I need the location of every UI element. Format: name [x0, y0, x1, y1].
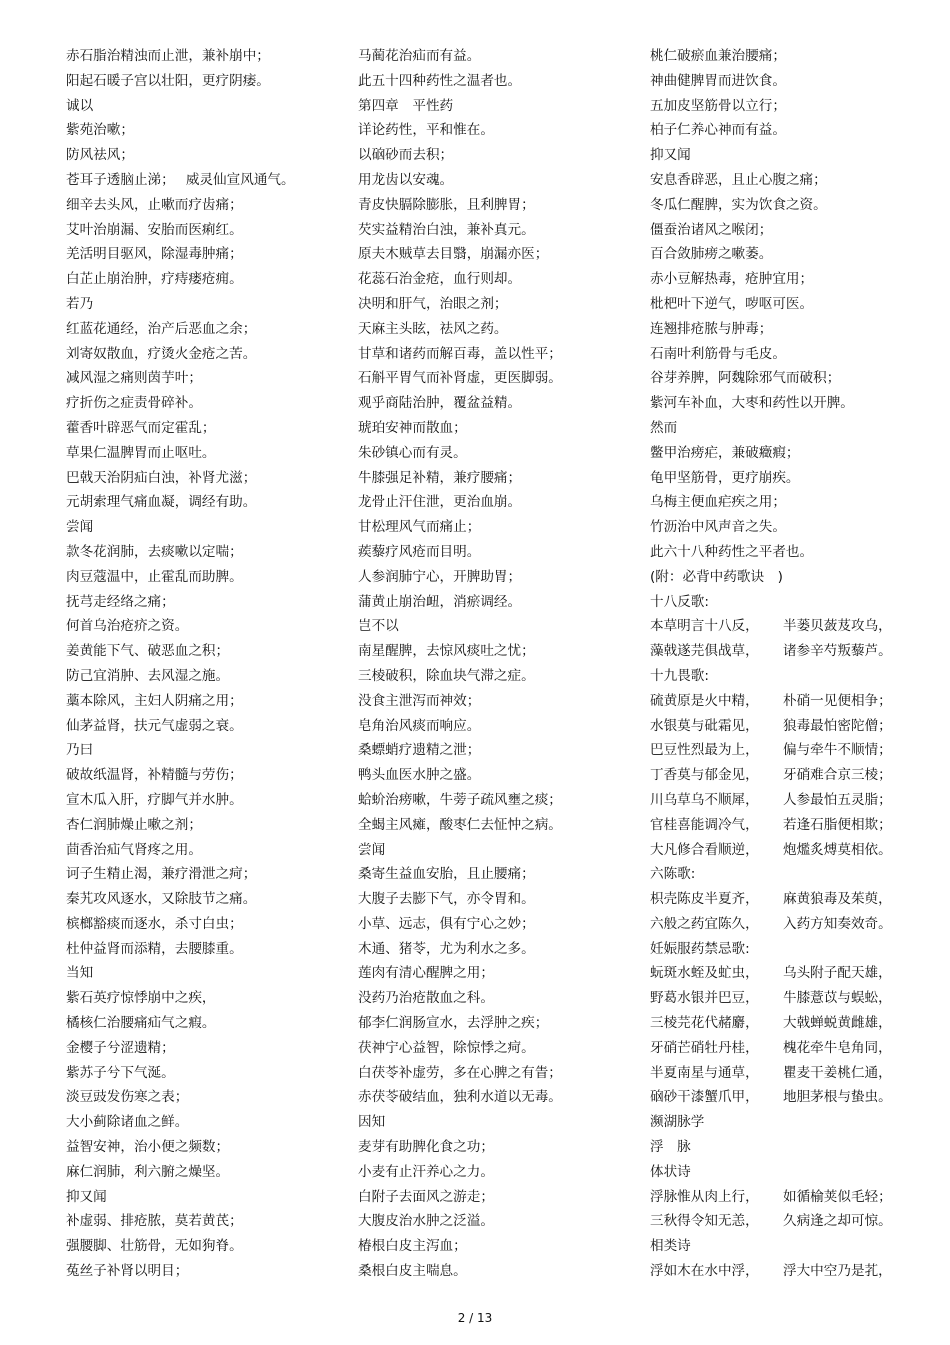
text-line: 濒湖脉学: [650, 1114, 705, 1131]
text-line: 刘寄奴散血，疗烫火金疮之苦。: [66, 345, 257, 362]
text-line: 没药乃治疮散血之科。: [358, 990, 494, 1007]
text-line: [650, 1011, 940, 1036]
verse-second-half: 朴硝一见便相争；: [783, 692, 892, 709]
verse-second-half: 狼毒最怕密陀僧；: [783, 717, 892, 734]
text-line: 细辛去头风，止嗽而疗齿痛；: [66, 196, 243, 213]
text-line: [650, 1209, 940, 1234]
text-line: 鳖甲治痨疟，兼破癥瘕；: [650, 444, 800, 461]
text-line: 莲肉有清心醒脾之用；: [358, 965, 494, 982]
text-line: 藁本除风，主妇人阴痛之用；: [66, 692, 243, 709]
verse-first-half: 野葛水银并巴豆，: [650, 990, 759, 1007]
text-line: 元胡索理气痛血凝，调经有助。: [66, 494, 257, 511]
text-line: 赤茯苓破结血，独利水道以无毒。: [358, 1089, 562, 1106]
text-line: 尝闻: [358, 841, 386, 858]
verse-second-half: 瞿麦干姜桃仁通，: [783, 1064, 892, 1081]
verse-first-half: 浮如木在水中浮，: [650, 1263, 759, 1280]
text-line: 马蔺花治疝而有益。: [358, 48, 481, 64]
text-line: 羌活明目驱风，除湿毒肿痛；: [66, 246, 243, 263]
text-line: 草果仁温脾胃而止呕吐。: [66, 444, 216, 461]
page-number: 2 / 13: [457, 1311, 493, 1325]
text-line: 芡实益精治白浊，兼补真元。: [358, 221, 535, 238]
verse-second-half: 地胆茅根与蛰虫。: [783, 1089, 892, 1106]
text-line: [650, 912, 940, 937]
text-line: [650, 961, 940, 986]
text-line: 大腹皮治水肿之泛溢。: [358, 1213, 494, 1230]
text-line: 茴香治疝气肾疼之用。: [66, 841, 202, 858]
text-line: [650, 714, 940, 739]
text-line: 橘核仁治腰痛疝气之瘕。: [66, 1015, 216, 1032]
text-line: 紫石英疗惊悸崩中之疾，: [66, 990, 216, 1007]
text-line: 诚以: [66, 97, 94, 114]
text-line: 人参润肺宁心，开脾助胃；: [358, 568, 522, 585]
text-line: 冬瓜仁醒脾，实为饮食之资。: [650, 196, 827, 213]
verse-first-half: 三秋得令知无恙，: [650, 1213, 759, 1230]
text-line: 桃仁破瘀血兼治腰痛；: [650, 48, 786, 64]
text-line: 小草、远志，俱有宁心之妙；: [358, 915, 535, 932]
text-line: 桑寄生益血安胎，且止腰痛；: [358, 866, 535, 883]
text-line: 乌梅主便血疟疾之用；: [650, 494, 786, 511]
verse-second-half: 如循榆荚似毛轻；: [783, 1188, 892, 1205]
text-line: 紫苑治嗽；: [66, 122, 134, 139]
text-line: 蒺藜疗风疮而目明。: [358, 543, 481, 560]
text-line: [650, 1259, 940, 1284]
text-line: 柏子仁养心神而有益。: [650, 122, 786, 139]
text-column-2: [358, 44, 638, 1284]
verse-second-half: 槐花牵牛皂角同，: [783, 1039, 892, 1056]
text-line: 甘草和诸药而解百毒，盖以性平；: [358, 345, 562, 362]
text-line: 六陈歌:: [650, 866, 696, 883]
verse-first-half: 藻戟遂芫俱战草，: [650, 643, 759, 660]
text-line: 减风湿之痛则茵芋叶；: [66, 370, 202, 387]
verse-first-half: 牙硝芒硝牡丹桂，: [650, 1039, 759, 1056]
verse-first-half: 川乌草乌不顺犀，: [650, 791, 759, 808]
text-line: 花蕊石治金疮，血行则却。: [358, 271, 522, 288]
text-line: 仙茅益肾，扶元气虚弱之衰。: [66, 717, 243, 734]
text-line: 何首乌治疮疥之资。: [66, 618, 189, 635]
text-line: 十九畏歌:: [650, 667, 709, 684]
text-line: [650, 1061, 940, 1086]
verse-first-half: 丁香莫与郁金见，: [650, 767, 759, 784]
text-line: 杏仁润肺燥止嗽之剂；: [66, 816, 202, 833]
text-line: 茯神宁心益智，除惊悸之疴。: [358, 1039, 535, 1056]
text-line: [650, 738, 940, 763]
text-line: 妊娠服药禁忌歌:: [650, 940, 750, 957]
text-line: 椿根白皮主泻血；: [358, 1238, 467, 1255]
text-line: 僵蚕治诸风之喉闭；: [650, 221, 773, 238]
text-line: 赤石脂治精浊而止泄，兼补崩中；: [66, 48, 270, 64]
text-line: 益智安神，治小便之频数；: [66, 1139, 230, 1156]
text-line: 抑又闻: [650, 147, 691, 164]
text-line: 白茯苓补虚劳，多在心脾之有眚；: [358, 1064, 562, 1081]
verse-second-half: 牙硝难合京三棱；: [783, 767, 892, 784]
text-line: [650, 838, 940, 863]
text-line: [650, 986, 940, 1011]
text-line: 款冬花润肺，去痰嗽以定喘；: [66, 543, 243, 560]
verse-second-half: 人参最怕五灵脂；: [783, 791, 892, 808]
text-line: 竹沥治中风声音之失。: [650, 519, 786, 536]
text-line: 石斛平胃气而补肾虚，更医脚弱。: [358, 370, 562, 387]
text-line: 菟丝子补肾以明目；: [66, 1263, 189, 1280]
text-line: 然而: [650, 419, 678, 436]
verse-second-half: 乌头附子配天雄，: [783, 965, 892, 982]
text-line: 朱砂镇心而有灵。: [358, 444, 467, 461]
text-line: 白芷止崩治肿，疗痔瘘疮痈。: [66, 271, 243, 288]
text-line: 连翘排疮脓与肿毒；: [650, 320, 773, 337]
text-line: 抑又闻: [66, 1188, 107, 1205]
text-line: [650, 887, 940, 912]
text-line: 麻仁润肺，利六腑之燥坚。: [66, 1163, 230, 1180]
text-line: 小麦有止汗养心之力。: [358, 1163, 494, 1180]
text-line: 防己宜消肿、去风湿之施。: [66, 667, 230, 684]
verse-first-half: 本草明言十八反，: [650, 618, 759, 635]
verse-first-half: 水银莫与砒霜见，: [650, 717, 759, 734]
text-line: 此五十四种药性之温者也。: [358, 72, 522, 89]
text-line: 详论药性，平和惟在。: [358, 122, 494, 139]
verse-second-half: 偏与牵牛不顺情；: [783, 742, 892, 759]
text-line: 因知: [358, 1114, 386, 1131]
verse-first-half: 硇砂干漆蟹爪甲，: [650, 1089, 759, 1106]
text-line: 原夫木贼草去目翳，崩漏亦医；: [358, 246, 549, 263]
text-line: [650, 689, 940, 714]
verse-first-half: 硫黄原是火中精，: [650, 692, 759, 709]
text-line: 南星醒脾，去惊风痰吐之忧；: [358, 643, 535, 660]
text-line: 龙骨止汗住泄，更治血崩。: [358, 494, 522, 511]
verse-first-half: 浮脉惟从肉上行，: [650, 1188, 759, 1205]
text-line: 强腰脚、壮筋骨，无如狗脊。: [66, 1238, 243, 1255]
text-line: 三棱破积，除血块气滞之症。: [358, 667, 535, 684]
text-line: 肉豆蔻温中，止霍乱而助脾。: [66, 568, 243, 585]
text-line: 安息香辟恶，且止心腹之痛；: [650, 171, 827, 188]
text-line: 白附子去面风之游走；: [358, 1188, 494, 1205]
verse-second-half: 牛膝薏苡与蜈蚣，: [783, 990, 892, 1007]
text-line: 补虚弱、排疮脓，莫若黄芪；: [66, 1213, 243, 1230]
text-line: 木通、猪苓，尤为利水之多。: [358, 940, 535, 957]
text-column-3: [650, 44, 940, 1284]
verse-second-half: 久病逢之却可惊。: [783, 1213, 892, 1230]
verse-first-half: 官桂喜能调冷气，: [650, 816, 759, 833]
text-line: 全蝎主风瘫，酸枣仁去怔忡之病。: [358, 816, 562, 833]
text-line: 诃子生精止渴，兼疗滑泄之疴；: [66, 866, 257, 883]
text-line: 十八反歌:: [650, 593, 709, 610]
text-line: [650, 614, 940, 639]
text-line: [650, 1036, 940, 1061]
text-line: 紫苏子兮下气涎。: [66, 1064, 175, 1081]
text-line: 此六十八种药性之平者也。: [650, 543, 814, 560]
text-line: 金樱子兮涩遗精；: [66, 1039, 175, 1056]
text-line: 五加皮坚筋骨以立行；: [650, 97, 786, 114]
text-line: 鸭头血医水肿之盛。: [358, 767, 481, 784]
text-line: 大小蓟除诸血之鲜。: [66, 1114, 189, 1131]
verse-first-half: 蚖斑水蛭及虻虫，: [650, 965, 759, 982]
text-line: [650, 813, 940, 838]
text-line: [650, 763, 940, 788]
text-line: 体状诗: [650, 1163, 691, 1180]
text-line: [650, 788, 940, 813]
verse-second-half: 入药方知奏效奇。: [783, 915, 892, 932]
text-column-1: [66, 44, 346, 1284]
text-line: 红蓝花通经，治产后恶血之余；: [66, 320, 257, 337]
text-line: 姜黄能下气、破恶血之积；: [66, 643, 230, 660]
text-line: 岂不以: [358, 618, 399, 635]
verse-first-half: 大凡修合看顺逆，: [650, 841, 759, 858]
text-line: 当知: [66, 965, 94, 982]
text-line: 用龙齿以安魂。: [358, 171, 454, 188]
text-line: 防风祛风；: [66, 147, 134, 164]
text-line: 蒲黄止崩治衄，消瘀调经。: [358, 593, 522, 610]
text-line: 宣木瓜入肝，疗脚气并水肿。: [66, 791, 243, 808]
text-line: 阳起石暖子宫以壮阳，更疗阴痿。: [66, 72, 270, 89]
text-line: 皂角治风痰而响应。: [358, 717, 481, 734]
text-line: 天麻主头眩，祛风之药。: [358, 320, 508, 337]
text-line: 大腹子去膨下气，亦令胃和。: [358, 891, 535, 908]
text-line: [650, 1185, 940, 1210]
text-line: [650, 639, 940, 664]
text-line: 槟榔豁痰而逐水，杀寸白虫；: [66, 915, 243, 932]
verse-first-half: 巴豆性烈最为上，: [650, 742, 759, 759]
text-line: (附：必背中药歌诀 ): [650, 568, 783, 585]
text-line: 桑根白皮主喘息。: [358, 1263, 467, 1280]
text-line: 枇杷叶下逆气，哕呕可医。: [650, 295, 814, 312]
text-line: 乃曰: [66, 742, 94, 759]
text-line: 琥珀安神而散血；: [358, 419, 467, 436]
text-line: 淡豆豉发伤寒之表；: [66, 1089, 189, 1106]
text-line: 尝闻: [66, 519, 94, 536]
verse-first-half: 三棱芫花代赭麝，: [650, 1015, 759, 1032]
text-line: 浮 脉: [650, 1139, 691, 1156]
text-line: 相类诗: [650, 1238, 691, 1255]
verse-second-half: 大戟蝉蜕黄雌雄，: [783, 1015, 892, 1032]
text-line: 以硇砂而去积；: [358, 147, 454, 164]
text-line: 甘松理风气而痛止；: [358, 519, 481, 536]
text-line: 郁李仁润肠宣水，去浮肿之疾；: [358, 1015, 549, 1032]
text-line: 石南叶利筋骨与毛皮。: [650, 345, 786, 362]
text-line: 没食主泄泻而神效；: [358, 692, 481, 709]
verse-second-half: 半蒌贝蔹芨攻乌，: [783, 618, 892, 635]
text-line: 赤小豆解热毒，疮肿宜用；: [650, 271, 814, 288]
text-line: 杜仲益肾而添精，去腰膝重。: [66, 940, 243, 957]
verse-first-half: 六般之药宜陈久，: [650, 915, 759, 932]
text-line: 巴戟天治阴疝白浊，补肾尤滋；: [66, 469, 257, 486]
text-line: 破故纸温肾，补精髓与劳伤；: [66, 767, 243, 784]
text-line: 青皮快膈除膨胀，且利脾胃；: [358, 196, 535, 213]
text-line: 观乎商陆治肿，覆盆益精。: [358, 395, 522, 412]
verse-first-half: 枳壳陈皮半夏齐，: [650, 891, 759, 908]
text-line: 抚芎走经络之痛；: [66, 593, 175, 610]
text-line: 疗折伤之症责骨碎补。: [66, 395, 202, 412]
verse-second-half: 若逢石脂便相欺；: [783, 816, 892, 833]
text-line: 谷芽养脾，阿魏除邪气而破积；: [650, 370, 841, 387]
text-line: 紫河车补血，大枣和药性以开脾。: [650, 395, 854, 412]
text-line: 秦艽攻风逐水，又除肢节之痛。: [66, 891, 257, 908]
text-line: 藿香叶辟恶气而定霍乱；: [66, 419, 216, 436]
text-line: 牛膝强足补精，兼疗腰痛；: [358, 469, 522, 486]
verse-second-half: 炮爁炙煿莫相依。: [783, 841, 892, 858]
text-line: 决明和肝气，治眼之剂；: [358, 295, 508, 312]
text-line: 百合敛肺痨之嗽萎。: [650, 246, 773, 263]
verse-second-half: 麻黄狼毒及茱萸，: [783, 891, 892, 908]
text-line: 若乃: [66, 295, 94, 312]
text-line: 艾叶治崩漏、安胎而医痢红。: [66, 221, 243, 238]
text-line: 龟甲坚筋骨，更疗崩疾。: [650, 469, 800, 486]
text-line: 苍耳子透脑止涕； 威灵仙宣风通气。: [66, 171, 295, 188]
verse-first-half: 半夏南星与通草，: [650, 1064, 759, 1081]
verse-second-half: 诸参辛芍叛藜芦。: [783, 643, 892, 660]
text-line: 神曲健脾胃而进饮食。: [650, 72, 786, 89]
text-line: 蛤蚧治痨嗽，牛蒡子疏风壅之痰；: [358, 791, 562, 808]
verse-second-half: 浮大中空乃是芤，: [783, 1263, 892, 1280]
text-line: 桑螵蛸疗遗精之泄；: [358, 742, 481, 759]
text-line: 第四章 平性药: [358, 97, 454, 114]
text-line: 麦芽有助脾化食之功；: [358, 1139, 494, 1156]
text-line: [650, 1085, 940, 1110]
